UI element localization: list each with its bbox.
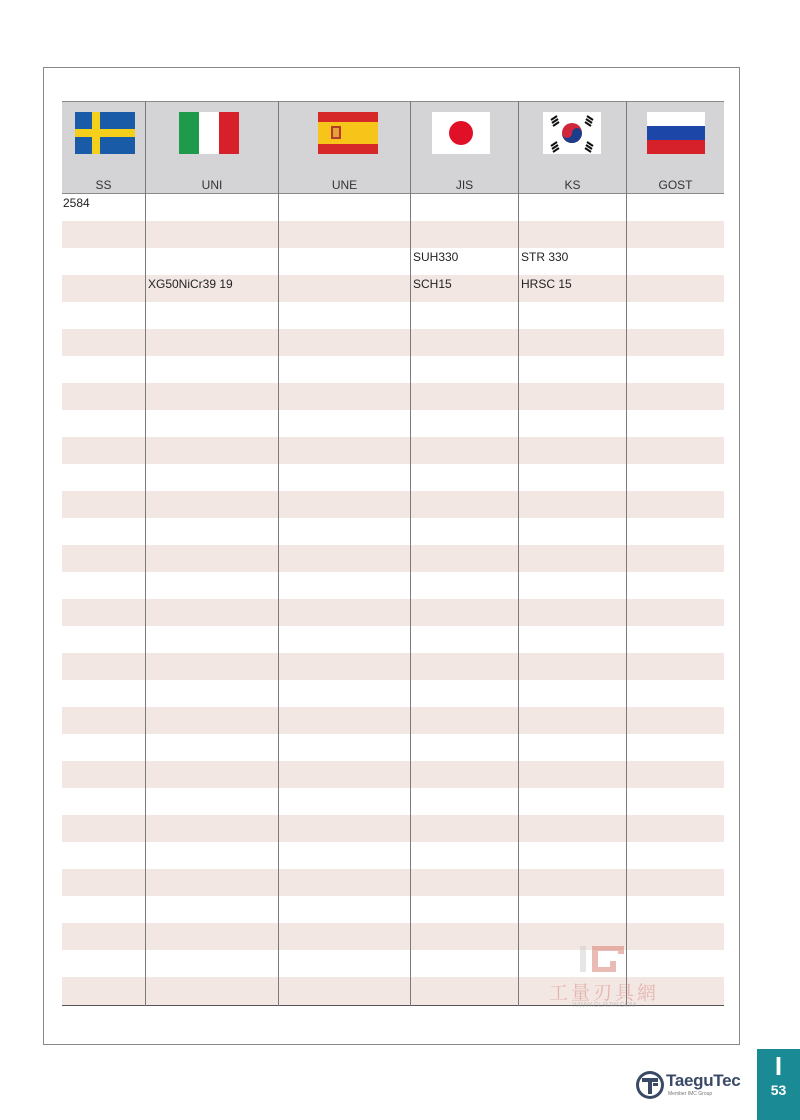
row-stripe [62, 221, 724, 248]
row-stripe [62, 437, 724, 464]
column-label-ss: SS [95, 178, 112, 192]
sweden-flag-icon [75, 112, 135, 154]
standards-table [62, 101, 724, 1006]
cell-ks: HRSC 15 [521, 277, 572, 291]
cell-jis: SUH330 [413, 250, 459, 264]
watermark-url: WWW.GLRJW.COM [572, 1002, 636, 1009]
row-stripe [62, 383, 724, 410]
row-stripe [62, 545, 724, 572]
section-letter: I [774, 1051, 783, 1081]
table-body [62, 194, 724, 1006]
russia-flag-icon [647, 112, 705, 154]
column-divider [518, 101, 519, 1006]
column-label-gost: GOST [658, 178, 693, 192]
cell-ks: STR 330 [521, 250, 569, 264]
cell-ss: 2584 [63, 196, 90, 210]
column-divider [145, 101, 146, 1006]
row-stripe [62, 761, 724, 788]
cell-uni: XG50NiCr39 19 [148, 277, 233, 291]
watermark-logo-icon [536, 940, 672, 976]
table-row [62, 194, 724, 221]
row-stripe [62, 815, 724, 842]
column-label-jis: JIS [455, 178, 474, 192]
section-tab [757, 1049, 800, 1120]
column-divider [626, 101, 627, 1006]
row-stripe [62, 653, 724, 680]
row-stripe [62, 869, 724, 896]
row-stripe [62, 707, 724, 734]
brand-subtitle: Member IMC Group [668, 1091, 713, 1097]
column-divider [278, 101, 279, 1006]
header-ks [519, 102, 626, 195]
italy-flag-icon [179, 112, 239, 154]
row-stripe [62, 599, 724, 626]
page-number: 53 [770, 1082, 787, 1098]
taegutec-emblem-icon [635, 1070, 665, 1100]
column-divider [410, 101, 411, 1006]
brand-name: TaeguTec [666, 1071, 741, 1090]
column-label-ks: KS [564, 178, 581, 192]
table-header [62, 101, 724, 194]
header-jis [411, 102, 518, 195]
header-uni [146, 102, 278, 195]
watermark [536, 940, 672, 1015]
column-label-uni: UNI [201, 178, 223, 192]
row-stripe [62, 491, 724, 518]
japan-flag-icon [432, 112, 490, 154]
spain-flag-icon [318, 112, 378, 154]
korea-flag-icon [543, 112, 601, 154]
taegutec-logo [635, 1068, 750, 1102]
column-label-une: UNE [331, 178, 358, 192]
header-gost [627, 102, 724, 195]
header-une [279, 102, 410, 195]
row-stripe [62, 329, 724, 356]
watermark-text: 工量刃具網 [548, 982, 659, 1004]
header-ss [62, 102, 145, 195]
cell-jis: SCH15 [413, 277, 452, 291]
